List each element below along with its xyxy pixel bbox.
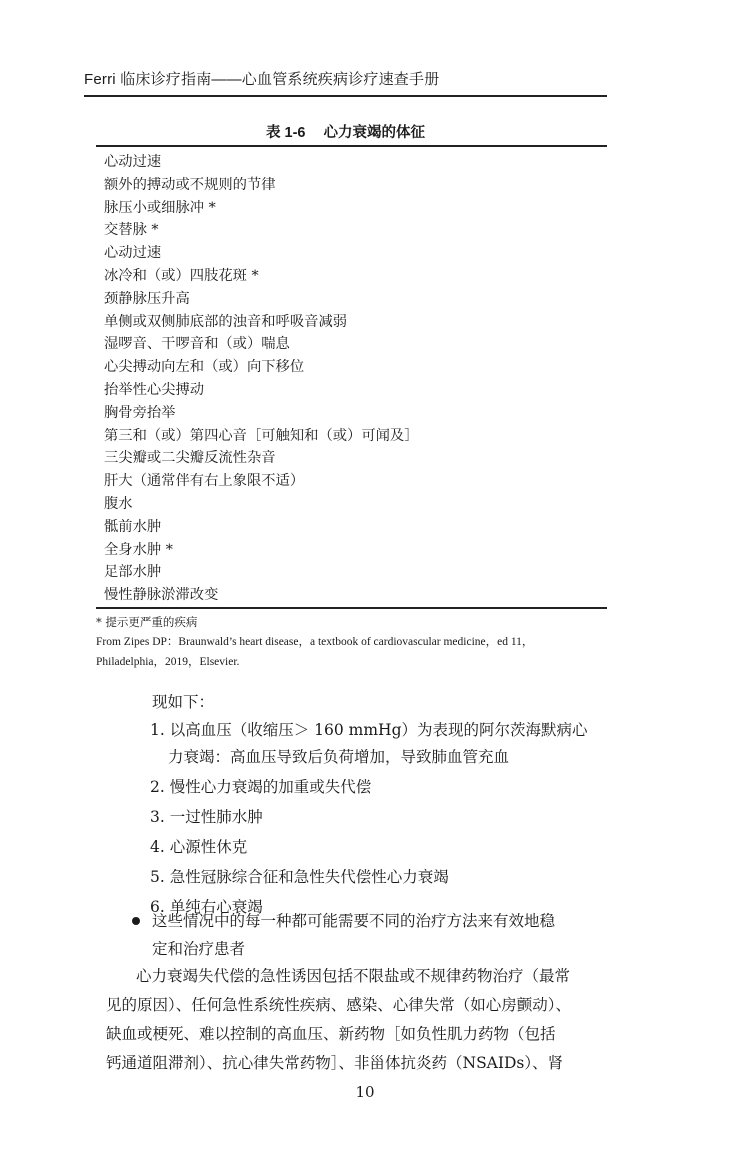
table-footnote: * 提示更严重的疾病 (96, 615, 198, 629)
table-top-rule (96, 145, 607, 147)
table-source (96, 632, 616, 672)
table-row: 交替脉 * (104, 222, 159, 239)
bullet-text: 定和治疗患者 (152, 940, 246, 958)
table-row: 颈静脉压升高 (104, 290, 190, 307)
source-line: Philadelphia，2019，Elsevier. (96, 656, 240, 668)
header-rule (84, 95, 607, 97)
table-caption (84, 121, 607, 142)
paragraph-line: 心力衰竭失代偿的急性诱因包括不限盐或不规律药物治疗（最常 (136, 967, 571, 985)
page-number: 10 (355, 1083, 375, 1101)
numbered-list (150, 717, 588, 921)
table-row: 腹水 (104, 495, 133, 512)
table-row: 胸骨旁抬举 (104, 404, 176, 421)
table-row: 心尖搏动向左和（或）向下移位 (104, 359, 305, 376)
paragraph-line: 缺血或梗死、难以控制的高血压、新药物［如负性肌力药物（包括 (106, 1025, 556, 1043)
table-row: 冰冷和（或）四肢花斑 * (104, 267, 259, 284)
table-row: 湿啰音、干啰音和（或）喘息 (104, 336, 290, 353)
table-row: 骶前水肿 (104, 518, 162, 535)
body-paragraph (106, 962, 608, 1078)
list-item-continuation: 力衰竭：高血压导致后负荷增加，导致肺血管充血 (168, 748, 510, 766)
table-title: 心力衰竭的体征 (323, 125, 425, 141)
list-item: 5. 急性冠脉综合征和急性失代偿性心力衰竭 (150, 868, 449, 886)
table-row: 三尖瓣或二尖瓣反流性杂音 (104, 450, 276, 467)
table-row: 脉压小或细脉冲 * (104, 199, 216, 216)
table-bottom-rule (96, 607, 607, 609)
paragraph-line: 见的原因）、任何急性系统性疾病、感染、心律失常（如心房颤动）、 (106, 996, 572, 1014)
table-row: 心动过速 (104, 154, 162, 170)
running-header: Ferri 临床诊疗指南——心血管系统疾病诊疗速查手册 (84, 71, 440, 88)
bullet-point (132, 907, 555, 963)
table-row: 第三和（或）第四心音［可触知和（或）可闻及］ (104, 427, 419, 444)
bullet-text: 这些情况中的每一种都可能需要不同的治疗方法来有效地稳 (152, 912, 556, 930)
table-row: 肝大（通常伴有右上象限不适） (104, 473, 305, 490)
table-row: 单侧或双侧肺底部的浊音和呼吸音减弱 (104, 313, 348, 330)
table-row: 抬举性心尖搏动 (104, 381, 205, 398)
source-line: From Zipes DP：Braunwald’s heart disease，a textbook of cardiovascular medicine，ed 11， (96, 636, 534, 648)
signs-table (104, 151, 419, 607)
list-item: 4. 心源性休克 (150, 838, 248, 856)
list-item: 3. 一过性肺水肿 (150, 808, 263, 826)
table-row: 全身水肿 * (104, 541, 173, 558)
list-item: 1. 以高血压（收缩压＞ 160 mmHg）为表现的阿尔茨海默病心 (150, 721, 588, 739)
list-item: 6. 单纯右心衰竭 (150, 898, 263, 916)
paragraph-line: 钙通道阻滞剂）、抗心律失常药物］、非甾体抗炎药（NSAIDs）、肾 (106, 1054, 564, 1072)
table-row: 慢性静脉淤滞改变 (104, 587, 219, 604)
table-number: 表 1-6 (266, 125, 306, 141)
bullet-dot-icon (132, 917, 140, 925)
table-row: 心动过速 (104, 245, 162, 262)
intro-text: 现如下： (152, 693, 215, 711)
table-row: 额外的搏动或不规则的节律 (104, 176, 276, 193)
table-row: 足部水肿 (104, 564, 162, 581)
list-item: 2. 慢性心力衰竭的加重或失代偿 (150, 778, 372, 796)
